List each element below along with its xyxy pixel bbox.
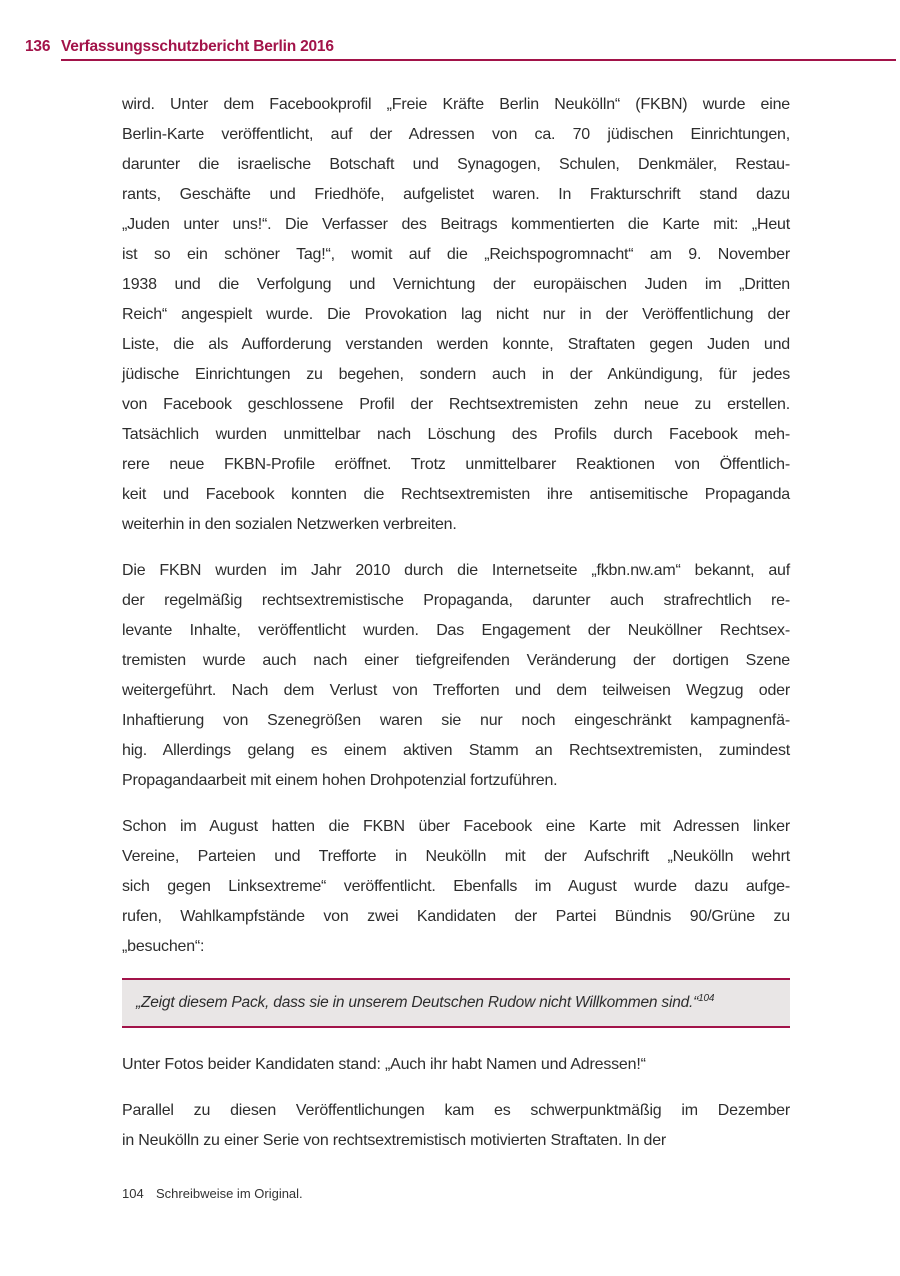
text-line: Berlin-Karte veröffentlicht, auf der Adressen von ca. 70 jüdischen Einrichtungen, bbox=[122, 126, 790, 143]
text-line: in Neukölln zu einer Serie von rechtsextremistisch motivierten Straftaten. In der bbox=[122, 1132, 667, 1149]
quote-text: „Zeigt diesem Pack, dass sie in unserem Deutschen Rudow nicht Willkommen sind.“ bbox=[136, 994, 699, 1011]
text-line: Die FKBN wurden im Jahr 2010 durch die Internetseite „fkbn.nw.am“ bekannt, auf bbox=[122, 562, 790, 579]
text-line: Reich“ angespielt wurde. Die Provokation lag nicht nur in der Veröffentlichung der bbox=[122, 306, 790, 323]
paragraphs-after-quote bbox=[122, 1050, 790, 1156]
body-text bbox=[122, 90, 790, 1202]
paragraph bbox=[122, 556, 790, 796]
text-line: „Juden unter uns!“. Die Verfasser des Beitrags kommentierten die Karte mit: „Heut bbox=[122, 216, 790, 233]
text-line: von Facebook geschlossene Profil der Rechtsextremisten zehn neue zu erstellen. bbox=[122, 396, 790, 413]
text-line: Tatsächlich wurden unmittelbar nach Löschung des Profils durch Facebook meh- bbox=[122, 426, 790, 443]
text-line: Liste, die als Aufforderung verstanden werden konnte, Straftaten gegen Juden und bbox=[122, 336, 790, 353]
text-line: tremisten wurde auch nach einer tiefgreifenden Veränderung der dortigen Szene bbox=[122, 652, 790, 669]
paragraph bbox=[122, 1050, 790, 1080]
text-line: „besuchen“: bbox=[122, 938, 205, 955]
text-line: der regelmäßig rechtsextremistische Propaganda, darunter auch strafrechtlich re- bbox=[122, 592, 790, 609]
text-line: rufen, Wahlkampfstände von zwei Kandidaten der Partei Bündnis 90/Grüne zu bbox=[122, 908, 790, 925]
text-line: Inhaftierung von Szenegrößen waren sie nur noch eingeschränkt kampagnenfä- bbox=[122, 712, 790, 729]
paragraph bbox=[122, 812, 790, 962]
footnote-number: 104 bbox=[122, 1186, 144, 1201]
text-line: sich gegen Linksextreme“ veröffentlicht. Ebenfalls im August wurde dazu aufge- bbox=[122, 878, 790, 895]
page-number: 136 bbox=[25, 38, 51, 55]
text-line: Parallel zu diesen Veröffentlichungen kam es schwerpunktmäßig im Dezember bbox=[122, 1102, 790, 1119]
text-line: Schon im August hatten die FKBN über Facebook eine Karte mit Adressen linker bbox=[122, 818, 790, 835]
footnote bbox=[122, 1185, 790, 1202]
text-line: levante Inhalte, veröffentlicht wurden. Das Engagement der Neuköllner Rechtsex- bbox=[122, 622, 790, 639]
text-line: hig. Allerdings gelang es einem aktiven Stamm an Rechtsextremisten, zumindest bbox=[122, 742, 790, 759]
page-header bbox=[25, 38, 334, 56]
paragraphs-before-quote bbox=[122, 90, 790, 962]
quote-block bbox=[122, 978, 790, 1028]
text-line: Propagandaarbeit mit einem hohen Drohpotenzial fortzuführen. bbox=[122, 772, 558, 789]
text-line: weiterhin in den sozialen Netzwerken verbreiten. bbox=[122, 516, 457, 533]
paragraph bbox=[122, 1096, 790, 1156]
text-line: darunter die israelische Botschaft und Synagogen, Schulen, Denkmäler, Restau- bbox=[122, 156, 790, 173]
text-line: jüdische Einrichtungen zu begehen, sondern auch in der Ankündigung, für jedes bbox=[122, 366, 790, 383]
text-line: weitergeführt. Nach dem Verlust von Trefforten und dem teilweisen Wegzug oder bbox=[122, 682, 790, 699]
header-rule bbox=[61, 59, 896, 61]
footnote-text: Schreibweise im Original. bbox=[156, 1186, 303, 1201]
text-line: 1938 und die Verfolgung und Vernichtung der europäischen Juden im „Dritten bbox=[122, 276, 790, 293]
text-line: keit und Facebook konnten die Rechtsextremisten ihre antisemitische Propaganda bbox=[122, 486, 790, 503]
footnote-ref: 104 bbox=[698, 992, 715, 1004]
header-title: Verfassungsschutzbericht Berlin 2016 bbox=[61, 38, 334, 55]
text-line: ist so ein schöner Tag!“, womit auf die „Reichspogromnacht“ am 9. November bbox=[122, 246, 790, 263]
text-line: wird. Unter dem Facebookprofil „Freie Kräfte Berlin Neukölln“ (FKBN) wurde eine bbox=[122, 96, 790, 113]
text-line: Vereine, Parteien und Trefforte in Neukölln mit der Aufschrift „Neukölln wehrt bbox=[122, 848, 790, 865]
text-line: rere neue FKBN-Profile eröffnet. Trotz unmittelbarer Reaktionen von Öffentlich- bbox=[122, 456, 790, 473]
text-line: Unter Fotos beider Kandidaten stand: „Auch ihr habt Namen und Adressen!“ bbox=[122, 1056, 646, 1073]
text-line: rants, Geschäfte und Friedhöfe, aufgelistet waren. In Frakturschrift stand dazu bbox=[122, 186, 790, 203]
paragraph bbox=[122, 90, 790, 540]
